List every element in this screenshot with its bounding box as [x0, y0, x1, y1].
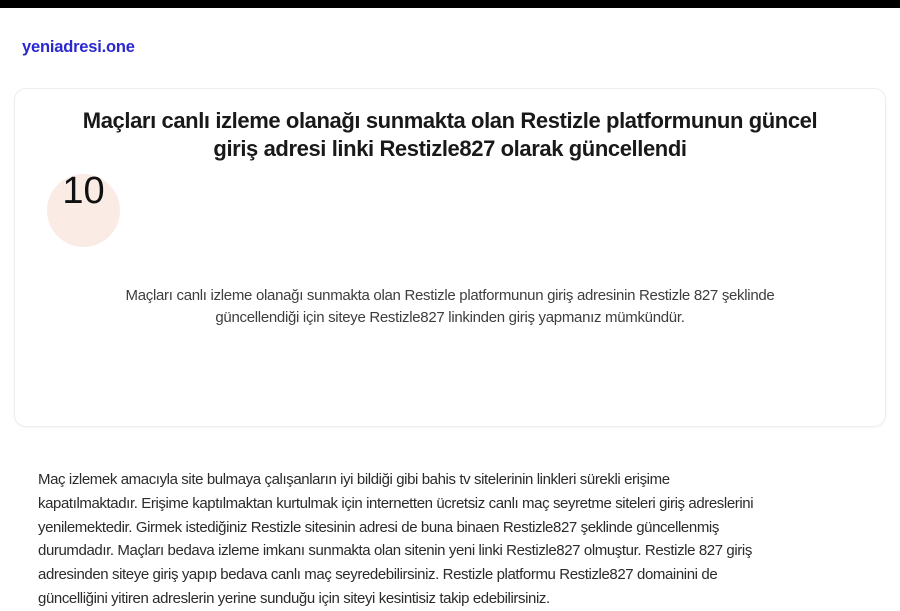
article-body — [38, 468, 862, 611]
article-excerpt — [15, 285, 885, 329]
site-logo[interactable]: yeniadresi.one — [22, 38, 135, 56]
site-header — [0, 8, 900, 88]
article-excerpt-line-2: güncellendiği için siteye Restizle827 linkinden giriş yapmanız mümkündür. — [215, 309, 685, 326]
article-body-line-3: yenilemektedir. Girmek istediğiniz Restizle sitesinin adresi de buna binaen Restizle827 şeklinde güncellenmiş — [38, 518, 719, 536]
article-body-line-1: Maç izlemek amacıyla site bulmaya çalışanların iyi bildiği gibi bahis tv sitelerinin linkleri sürekli erişime — [38, 471, 670, 488]
top-bar — [0, 0, 900, 8]
article-title-line-1: Maçları canlı izleme olanağı sunmakta olan Restizle platformunun güncel — [82, 108, 818, 133]
article-body-line-5: adresinden siteye giriş yapıp bedava canlı maç seyredebilirsiniz. Restizle platformu Restizle827 domainini de — [38, 566, 718, 584]
date-badge-value: 10 — [62, 170, 105, 212]
article-title — [15, 107, 885, 163]
article-body-line-2: kapatılmaktadır. Erişime kaptılmaktan kurtulmak için internetten ücretsiz canlı maç seyretme siteleri giriş adreslerini — [38, 494, 754, 512]
article-body-line-4: durumdadır. Maçları bedava izleme imkanı sunmakta olan sitenin yeni linki Restizle827 olmuştur. Restizle 827 giriş — [38, 542, 752, 560]
article-body-line-6: güncelliğini yitiren adreslerin yerine sunduğu için siteyi kesintisiz takip edebilirsiniz. — [38, 589, 550, 607]
article-card — [14, 88, 886, 427]
date-badge — [47, 170, 120, 247]
article-title-line-2: giriş adresi linki Restizle827 olarak güncellendi — [213, 136, 687, 161]
article-excerpt-line-1: Maçları canlı izleme olanağı sunmakta olan Restizle platformunun giriş adresinin Restizle 827 şeklinde — [125, 287, 775, 304]
